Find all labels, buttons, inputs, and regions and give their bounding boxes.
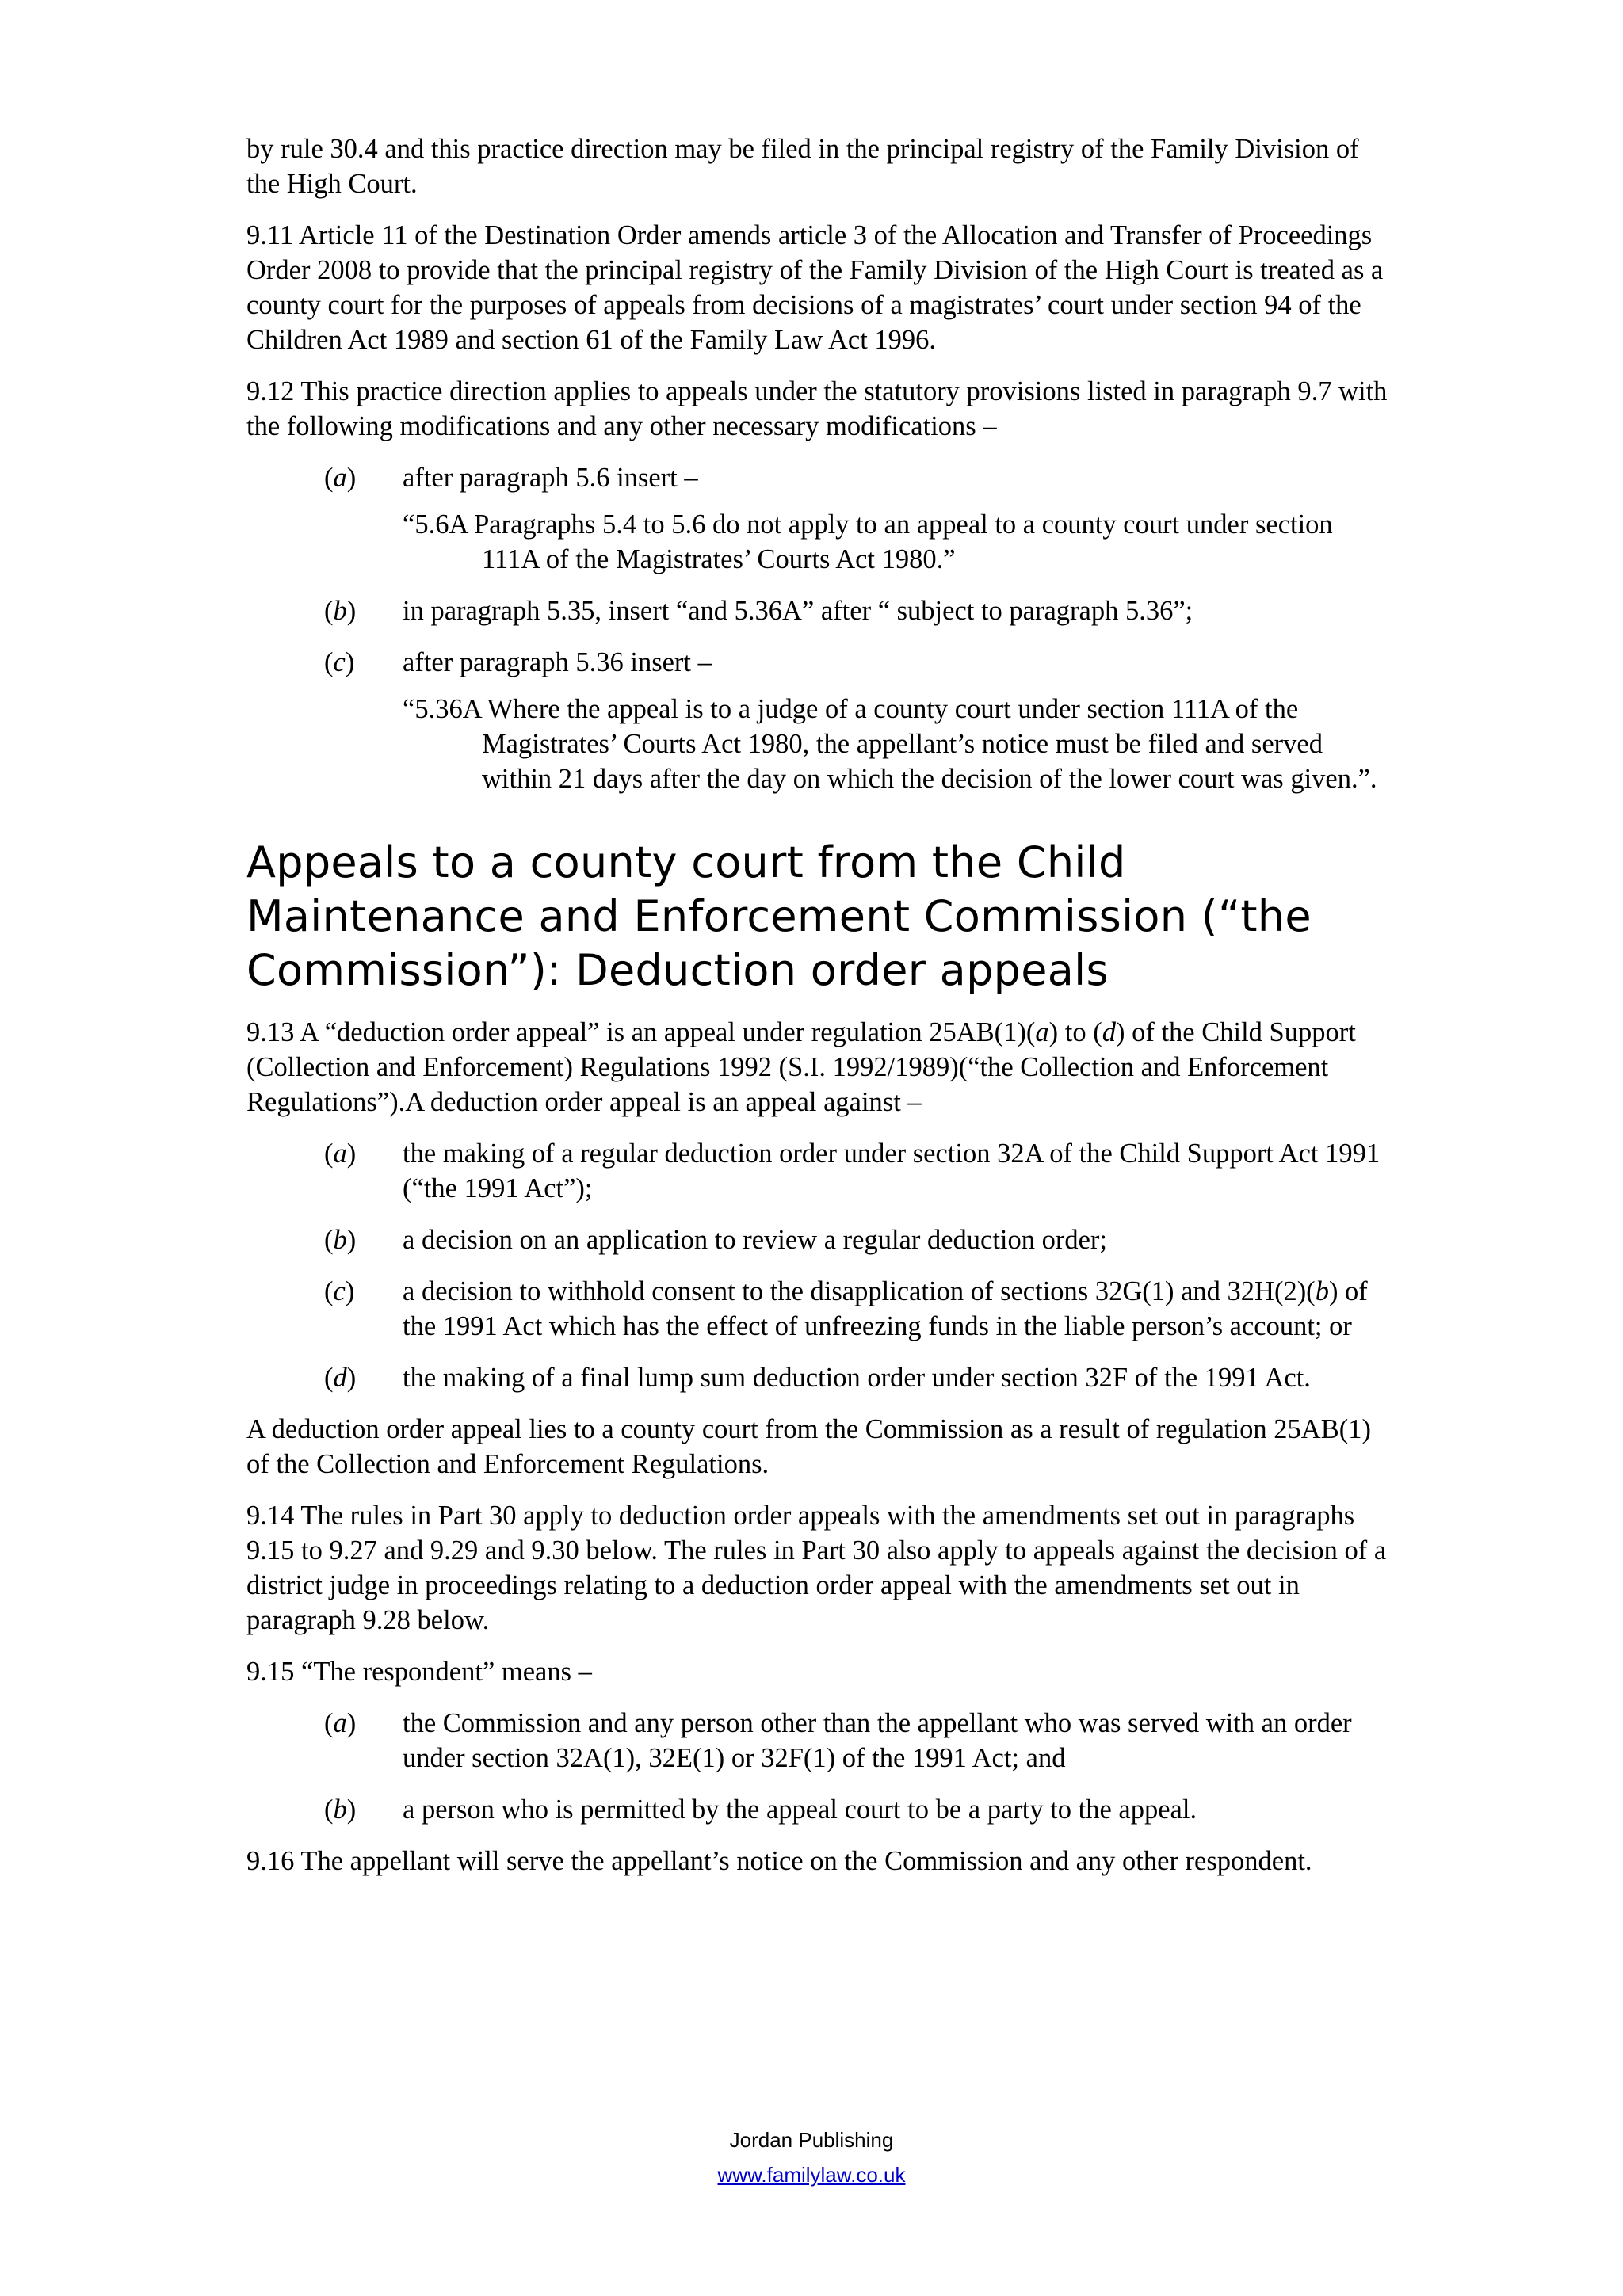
list-item-a xyxy=(246,460,1388,495)
item-text: the making of a regular deduction order under section 32A of the Child Support Act 1991 (“the 1991 Act”); xyxy=(403,1138,1381,1203)
item-label: (b) xyxy=(324,1225,357,1255)
item-label: (c) xyxy=(324,1276,355,1306)
inserted-text-5-36a: “5.36A Where the appeal is to a judge of a county court under section 111A of the Magistrates’ Courts Act 1980, the appellant’s notice must be filed and served within 21 days after the day on which the decision of the lower court was given.”. xyxy=(403,694,1377,794)
item-label: (b) xyxy=(324,1794,357,1825)
inserted-text-5-6a: “5.6A Paragraphs 5.4 to 5.6 do not apply to an appeal to a county court under section 111A of the Magistrates’ Courts Act 1980.” xyxy=(403,509,1333,574)
paragraph-9-15: 9.15 “The respondent” means – xyxy=(246,1657,592,1687)
footer-link[interactable] xyxy=(0,2163,1623,2187)
item-text: after paragraph 5.36 insert – xyxy=(403,647,712,677)
item-label: (d) xyxy=(324,1363,357,1393)
list-item-a xyxy=(246,1706,1388,1775)
list-item-b xyxy=(246,1792,1388,1827)
list-item-d xyxy=(246,1360,1388,1395)
paragraph-9-13-conclusion: A deduction order appeal lies to a county court from the Commission as a result of regulation 25AB(1) of the Collection and Enforcement Regulations. xyxy=(246,1414,1371,1479)
document-body xyxy=(246,132,1388,1895)
item-label: (a) xyxy=(324,463,357,493)
section-heading: Appeals to a county court from the Child Maintenance and Enforcement Commission (“the Commission”): Deduction order appeals xyxy=(246,837,1312,995)
list-item-c xyxy=(246,645,1388,680)
item-text: the Commission and any person other than the appellant who was served with an order under section 32A(1), 32E(1) or 32F(1) of the 1991 Act; and xyxy=(403,1708,1352,1773)
item-text: in paragraph 5.35, insert “and 5.36A” after “ subject to paragraph 5.36”; xyxy=(403,596,1193,626)
item-text: the making of a final lump sum deduction order under section 32F of the 1991 Act. xyxy=(403,1363,1311,1393)
item-label: (a) xyxy=(324,1708,357,1738)
paragraph-9-11: 9.11 Article 11 of the Destination Order amends article 3 of the Allocation and Transfer of Proceedings Order 2008 to provide that the principal registry of the Family Division of the High Court is treated as a county court for the purposes of appeals from decisions of a magistrates’ court under section 94 of the Children Act 1989 and section 61 of the Family Law Act 1996. xyxy=(246,220,1384,355)
list-item-b xyxy=(246,1222,1388,1257)
list-item-a xyxy=(246,1136,1388,1206)
item-text: a decision to withhold consent to the disapplication of sections 32G(1) and 32H(2)(b) of the 1991 Act which has the effect of unfreezing funds in the liable person’s account; or xyxy=(403,1276,1368,1341)
item-label: (a) xyxy=(324,1138,357,1169)
list-item-c xyxy=(246,1274,1388,1344)
item-label: (b) xyxy=(324,596,357,626)
paragraph-9-16: 9.16 The appellant will serve the appellant’s notice on the Commission and any other respondent. xyxy=(246,1846,1312,1876)
footer-url-text[interactable]: www.familylaw.co.uk xyxy=(717,2163,906,2187)
paragraph-9-12: 9.12 This practice direction applies to appeals under the statutory provisions listed in paragraph 9.7 with the following modifications and any other necessary modifications – xyxy=(246,376,1388,441)
item-text: after paragraph 5.6 insert – xyxy=(403,463,698,493)
list-item-b xyxy=(246,593,1388,628)
item-text: a decision on an application to review a regular deduction order; xyxy=(403,1225,1107,1255)
paragraph-intro: by rule 30.4 and this practice direction may be filed in the principal registry of the Family Division of the High Court. xyxy=(246,134,1359,199)
paragraph-9-14: 9.14 The rules in Part 30 apply to deduction order appeals with the amendments set out in paragraphs 9.15 to 9.27 and 9.29 and 9.30 below. The rules in Part 30 also apply to appeals against the decision of a district judge in proceedings relating to a deduction order appeal with the amendments set out in paragraph 9.28 below. xyxy=(246,1501,1387,1635)
item-label: (c) xyxy=(324,647,355,677)
footer-publisher: Jordan Publishing xyxy=(729,2128,894,2152)
item-text: a person who is permitted by the appeal court to be a party to the appeal. xyxy=(403,1794,1197,1825)
paragraph-9-13: 9.13 A “deduction order appeal” is an appeal under regulation 25AB(1)(a) to (d) of the Child Support (Collection and Enforcement) Regulations 1992 (S.I. 1992/1989)(“the Collection and Enforcement Regulations”).A deduction order appeal is an appeal against – xyxy=(246,1017,1356,1117)
